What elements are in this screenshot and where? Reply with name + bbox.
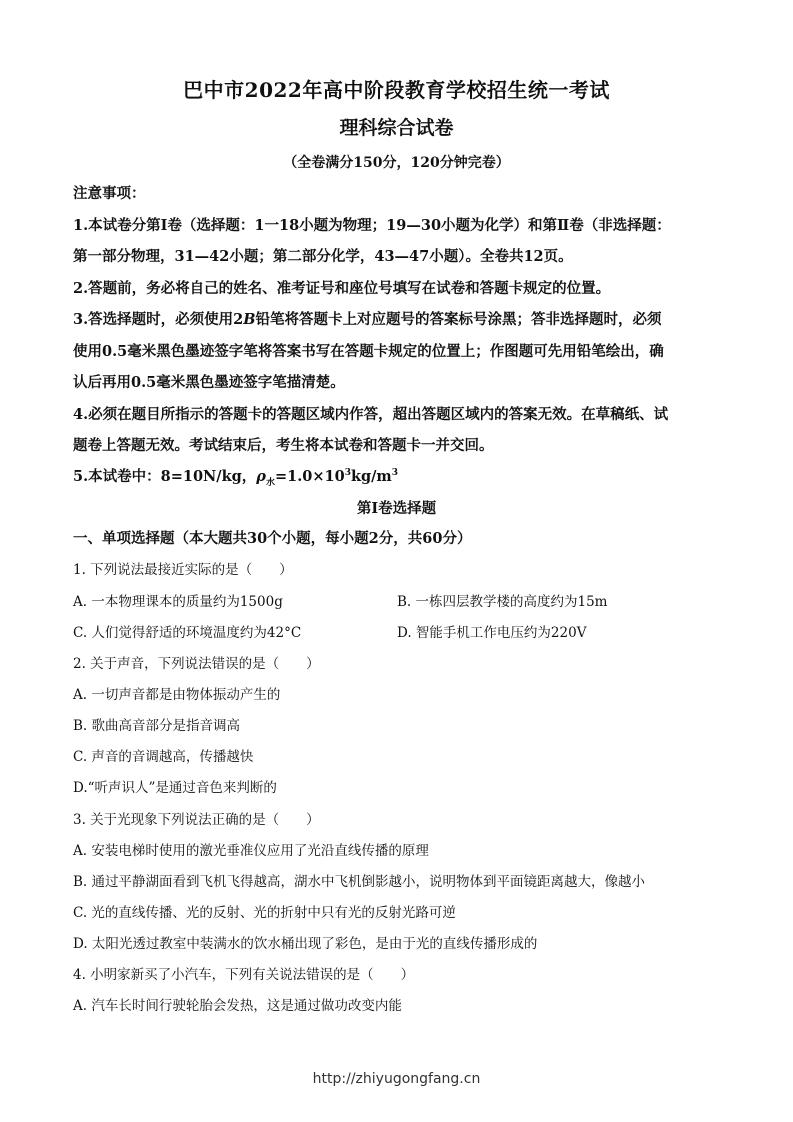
notice-item3-part-a: 3.答选择题时，必须使用2 — [73, 311, 244, 328]
notice-item5-prefix: 5.本试卷中：8=10N/kg， — [73, 468, 257, 485]
notice-item5-mid: =1.0×10 — [274, 468, 345, 485]
q2-option-d: D.“听声识人”是通过音色来判断的 — [73, 780, 277, 796]
footer-url[interactable]: http://zhiyugongfang.cn — [312, 1071, 481, 1087]
q3-option-c: C. 光的直线传播、光的反射、光的折射中只有光的反射光路可逆 — [73, 905, 456, 921]
q1-stem: 1. 下列说法最接近实际的是（ ） — [73, 562, 293, 578]
notice-item5 — [73, 465, 733, 488]
notice-item3-line3: 认后再用0.5毫米黑色墨迹签字笔描清楚。 — [73, 374, 345, 391]
notice-item3-line1 — [73, 308, 733, 329]
notice-item1-line1: 1.本试卷分第Ⅰ卷（选择题：1一18小题为物理；19—30小题为化学）和第Ⅱ卷（非选择题： — [73, 217, 671, 234]
q3-option-b: B. 通过平静湖面看到飞机飞得越高，湖水中飞机倒影越小，说明物体到平面镜距离越大，像越小 — [73, 874, 646, 890]
exam-subtitle: 理科综合试卷 — [339, 117, 454, 139]
q4-option-a: A. 汽车长时间行驶轮胎会发热，这是通过做功改变内能 — [73, 998, 402, 1014]
notice-item2: 2.答题前，务必将自己的姓名、准考证号和座位号填写在试卷和答题卡规定的位置。 — [73, 280, 611, 297]
part-heading: 一、单项选择题（本大题共30个小题，每小题2分，共60分） — [73, 530, 472, 547]
q2-stem: 2. 关于声音，下列说法错误的是（ ） — [73, 656, 320, 672]
q4-stem: 4. 小明家新买了小汽车，下列有关说法错误的是（ ） — [73, 967, 415, 983]
exponent: 3 — [344, 468, 351, 479]
notice-item3-part-c: 铅笔将答题卡上对应题号的答案标号涂黑；答非选择题时，必须 — [255, 311, 662, 328]
q3-option-a: A. 安装电梯时使用的激光垂准仪应用了光沿直线传播的原理 — [73, 843, 429, 859]
notice-item5-unit: kg/m — [350, 468, 392, 485]
notice-item4-line1: 4.必须在题目所指示的答题卡的答题区域内作答，超出答题区域内的答案无效。在草稿纸、试 — [73, 406, 669, 423]
q1-option-d: D. 智能手机工作电压约为220V — [397, 625, 587, 641]
q1-option-a: A. 一本物理课本的质量约为1500g — [73, 594, 283, 610]
rho-symbol: ρ — [256, 468, 266, 485]
q3-stem: 3. 关于光现象下列说法正确的是（ ） — [73, 812, 320, 828]
notice-heading: 注意事项： — [73, 185, 146, 202]
exam-title: 巴中市2022年高中阶段教育学校招生统一考试 — [183, 78, 610, 102]
q2-option-c: C. 声音的音调越高，传播越快 — [73, 749, 254, 765]
notice-item4-line2: 题卷上答题无效。考试结束后，考生将本试卷和答题卡一并交回。 — [73, 437, 494, 454]
q1-option-b: B. 一栋四层教学楼的高度约为15m — [397, 594, 608, 610]
unit-exponent: 3 — [391, 468, 399, 479]
water-subscript: 水 — [265, 477, 275, 488]
q1-option-c: C. 人们觉得舒适的环境温度约为42°C — [73, 625, 302, 641]
notice-item3-line2: 使用0.5毫米黑色墨迹签字笔将答案书写在答题卡规定的位置上；作图题可先用铅笔绘出，确 — [73, 343, 664, 360]
notice-item1-line2: 第一部分物理，31—42小题；第二部分化学，43—47小题）。全卷共12页。 — [73, 248, 573, 265]
notice-item3-pencil-grade: B — [243, 311, 256, 328]
q2-option-a: A. 一切声音都是由物体振动产生的 — [73, 687, 281, 703]
section-title: 第Ⅰ卷选择题 — [356, 500, 437, 517]
q3-option-d: D. 太阳光透过教室中装满水的饮水桶出现了彩色，是由于光的直线传播形成的 — [73, 936, 538, 952]
score-note: （全卷满分150分，120分钟完卷） — [283, 155, 510, 171]
q2-option-b: B. 歌曲高音部分是指音调高 — [73, 718, 241, 734]
